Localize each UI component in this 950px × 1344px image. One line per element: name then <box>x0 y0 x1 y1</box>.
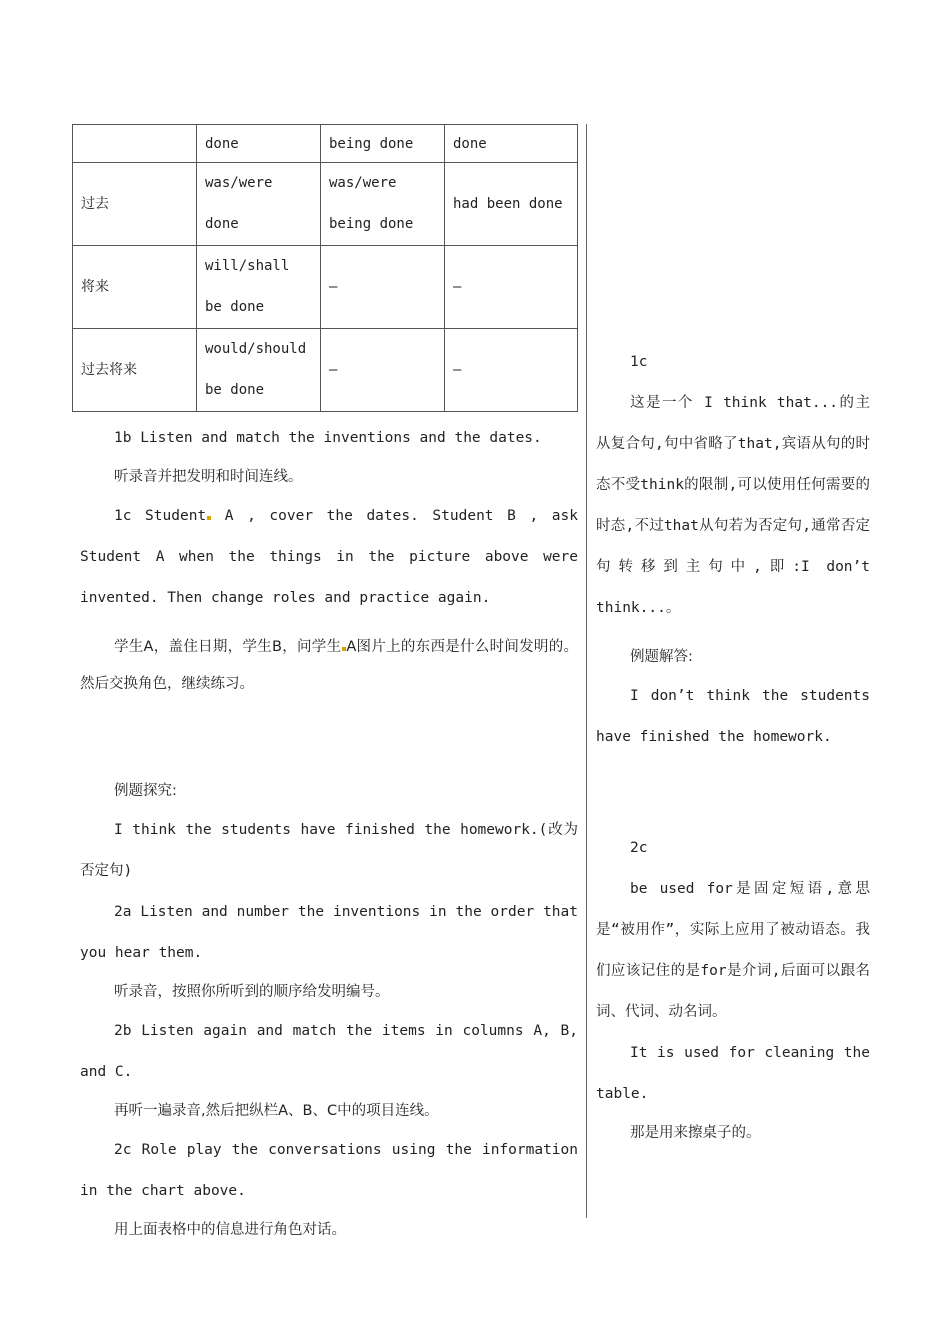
table-row <box>73 329 578 412</box>
section-2c-cn: 用上面表格中的信息进行角色对话。 <box>114 1222 346 1238</box>
text-span: 学生A，盖住日期，学生B，问学生 <box>114 639 342 655</box>
table-cell: — <box>321 329 445 412</box>
left-column <box>80 418 578 1249</box>
table-cell <box>321 163 445 246</box>
table-row-header: 过去将来 <box>73 329 197 412</box>
section-1b-cn: 听录音并把发明和时间连线。 <box>114 469 303 485</box>
cell-line: was/were <box>329 175 397 191</box>
cell-line: be done <box>205 382 265 398</box>
cell-line: will/shall <box>205 258 290 274</box>
note-1c-heading: 1c <box>630 354 648 370</box>
table-cell: had been done <box>445 163 578 246</box>
passive-tense-table <box>72 124 578 412</box>
table-row-header: 将来 <box>73 246 197 329</box>
cell-line: was/were <box>205 175 273 191</box>
table-cell: — <box>321 246 445 329</box>
note-1c-text: 这是一个 I think that...的主从复合句,句中省略了that,宾语从句的时态不受think的限制,可以使用任何需要的时态,不过that从句若为否定句,通常否定句转移到主句中,即:I don’t think...。 <box>596 395 870 616</box>
table-cell: — <box>445 246 578 329</box>
table-row <box>73 163 578 246</box>
table-cell <box>197 163 321 246</box>
cell-line: would/should <box>205 341 307 357</box>
section-2b-cn: 再听一遍录音,然后把纵栏A、B、C中的项目连线。 <box>114 1103 439 1119</box>
table-row <box>73 125 578 163</box>
example-cn: 那是用来擦桌子的。 <box>630 1125 761 1141</box>
text-span: 1c Student <box>114 508 207 524</box>
table-cell: being done <box>321 125 445 163</box>
cell-line: being done <box>329 216 414 232</box>
answer-title: 例题解答: <box>630 649 693 665</box>
column-divider <box>586 124 587 1218</box>
example-title: 例题探究: <box>114 783 177 799</box>
text-span: A , cover the dates. Student B , ask Student A when the things in the picture above were invented. Then change roles and practice again. <box>80 508 578 606</box>
table-cell: done <box>197 125 321 163</box>
cell-line: be done <box>205 299 265 315</box>
table-cell: done <box>445 125 578 163</box>
section-1b-en: 1b Listen and match the inventions and the dates. <box>114 430 542 446</box>
table-cell <box>197 246 321 329</box>
section-2b-en: 2b Listen again and match the items in columns A, B, and C. <box>80 1023 578 1080</box>
text-span: A图片上的东西是什么时间发明的。然后交换角色，继续练习。 <box>80 639 578 692</box>
section-2a-en: 2a Listen and number the inventions in the order that you hear them. <box>80 904 578 961</box>
cell-line: done <box>205 216 239 232</box>
table-cell: — <box>445 329 578 412</box>
table-cell <box>197 329 321 412</box>
example-text: I think the students have finished the homework.(改为否定句) <box>80 822 578 879</box>
section-2a-cn: 听录音，按照你所听到的顺序给发明编号。 <box>114 984 390 1000</box>
note-2c-text: be used for是固定短语,意思是“被用作”，实际上应用了被动语态。我们应该记住的是for是介词,后面可以跟名词、代词、动名词。 <box>596 881 870 1020</box>
table-cell <box>73 125 197 163</box>
section-1c-cn <box>80 629 578 703</box>
example-en: It is used for cleaning the table. <box>596 1045 870 1102</box>
answer-text: I don’t think the students have finished the homework. <box>596 688 870 745</box>
section-2c-en: 2c Role play the conversations using the information in the chart above. <box>80 1142 578 1199</box>
table-row <box>73 246 578 329</box>
right-column-notes <box>596 342 870 1152</box>
note-2c-heading: 2c <box>630 840 648 856</box>
section-1c-en <box>80 496 578 619</box>
table-row-header: 过去 <box>73 163 197 246</box>
